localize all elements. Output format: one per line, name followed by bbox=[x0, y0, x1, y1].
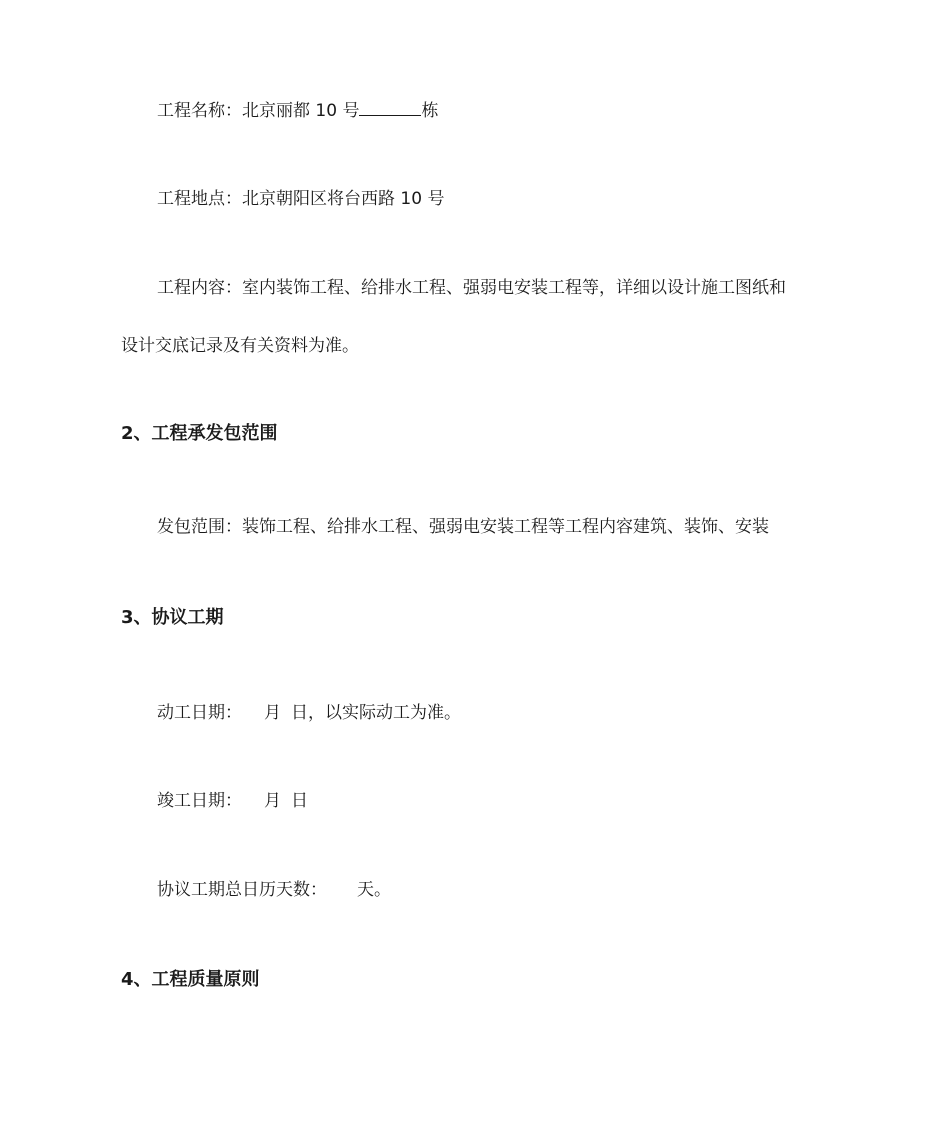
total-days-label: 协议工期总日历天数： bbox=[157, 880, 327, 900]
project-content-line bbox=[157, 277, 786, 299]
start-date-line bbox=[157, 702, 461, 724]
project-location-label: 工程地点： bbox=[157, 189, 242, 209]
start-date-label: 动工日期： bbox=[157, 703, 242, 723]
scope-line bbox=[157, 516, 769, 538]
project-content-label: 工程内容： bbox=[157, 278, 242, 298]
end-date-label: 竣工日期： bbox=[157, 791, 242, 811]
project-location-value: 北京朝阳区将台西路 10 号 bbox=[242, 189, 445, 209]
project-content-continuation: 设计交底记录及有关资料为准。 bbox=[121, 336, 359, 356]
scope-label: 发包范围： bbox=[157, 517, 242, 537]
project-name-line bbox=[157, 99, 438, 122]
section-heading-scope: 2、工程承发包范围 bbox=[121, 423, 278, 444]
section-heading-schedule: 3、协议工期 bbox=[121, 607, 224, 628]
total-days-unit: 天。 bbox=[357, 880, 391, 900]
project-name-label: 工程名称： bbox=[157, 101, 242, 121]
project-location-line bbox=[157, 188, 444, 210]
project-name-value: 北京丽都 10 号 bbox=[242, 101, 360, 121]
project-content-text: 室内装饰工程、给排水工程、强弱电安装工程等，详细以设计施工图纸和 bbox=[242, 278, 786, 298]
end-date-line bbox=[157, 790, 308, 812]
end-date-day: 日 bbox=[291, 791, 308, 811]
start-date-day: 日，以实际动工为准。 bbox=[291, 703, 461, 723]
total-days-line bbox=[157, 879, 391, 901]
end-date-month: 月 bbox=[264, 791, 281, 811]
start-date-month: 月 bbox=[264, 703, 281, 723]
scope-value: 装饰工程、给排水工程、强弱电安装工程等工程内容建筑、装饰、安装 bbox=[242, 517, 769, 537]
project-name-blank bbox=[359, 99, 421, 116]
project-name-suffix: 栋 bbox=[421, 101, 439, 121]
section-heading-quality: 4、工程质量原则 bbox=[121, 969, 260, 990]
